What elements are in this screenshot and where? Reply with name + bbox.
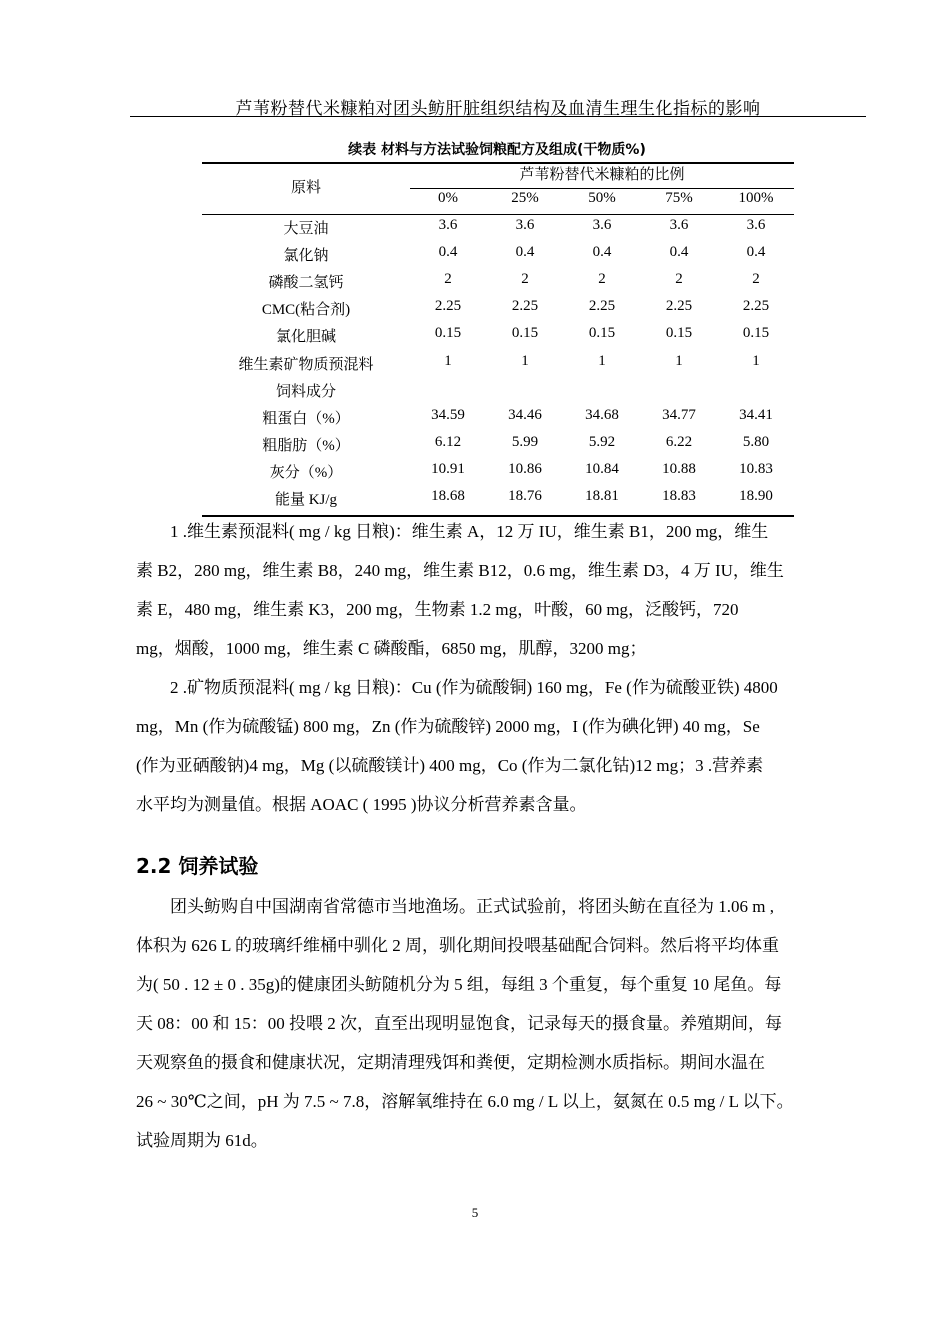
row-label: 饲料成分 <box>275 383 336 400</box>
body-line: 试验周期为 61d。 <box>136 1131 268 1150</box>
table-row <box>202 353 794 380</box>
table-cell: 1 <box>752 352 760 369</box>
table-cell: 2.25 <box>588 298 616 315</box>
table-cell: 3.6 <box>515 217 535 233</box>
table-cell: 6.12 <box>434 433 462 450</box>
body-line: 体积为 626 L 的玻璃纤维桶中驯化 2 周，驯化期间投喂基础配合饲料。然后将平均体重 <box>136 936 780 955</box>
body-line: 天 08：00 和 15：00 投喂 2 次，直至出现明显饱食，记录每天的摄食量。养殖期间，每 <box>136 1014 782 1033</box>
table-notes <box>136 512 866 824</box>
table-cell: 18.90 <box>739 488 773 504</box>
table-cell: 5.99 <box>511 433 539 450</box>
row-label: 灰分（%） <box>269 464 343 481</box>
row-label: 维生素矿物质预混料 <box>238 356 374 373</box>
table-cell: 34.41 <box>739 406 773 423</box>
table-group-rule <box>410 188 794 189</box>
table-cell: 0.4 <box>669 244 689 261</box>
table-cell: 18.68 <box>431 488 465 504</box>
page-number: 5 <box>471 1205 479 1220</box>
table-row <box>202 298 794 325</box>
table-row <box>202 407 794 434</box>
table-cell: 0.15 <box>434 325 462 342</box>
table-cell: 2 <box>675 271 683 288</box>
column-header: 0% <box>438 190 458 206</box>
table-cell: 34.68 <box>585 406 619 423</box>
table-header-rule <box>202 214 794 215</box>
table-row <box>202 461 794 488</box>
note-line: 素 E，480 mg，维生素 K3，200 mg，生物素 1.2 mg，叶酸，60 mg，泛酸钙，720 <box>136 600 739 619</box>
table-cell: 3.6 <box>592 217 612 233</box>
body-line: 为( 50 . 12 ± 0 . 35g)的健康团头鲂随机分为 5 组，每组 3 个重复，每个重复 10 尾鱼。每 <box>136 975 782 994</box>
table-cell: 3.6 <box>438 217 458 233</box>
table-cell: 0.15 <box>665 325 693 342</box>
table-cell: 1 <box>598 352 606 369</box>
table-cell: 0.4 <box>438 244 458 261</box>
note-line: mg，Mn (作为硫酸锰) 800 mg，Zn (作为硫酸锌) 2000 mg，I (作为碘化钾) 40 mg，Se <box>136 717 760 736</box>
body-line: 团头鲂购自中国湖南省常德市当地渔场。正式试验前，将团头鲂在直径为 1.06 m , <box>170 897 774 916</box>
table-cell: 10.84 <box>585 460 619 477</box>
table-row <box>202 434 794 461</box>
header-rule <box>130 116 866 117</box>
section-body <box>136 887 866 1160</box>
row-label: 大豆油 <box>283 221 329 237</box>
body-line: 天观察鱼的摄食和健康状况，定期清理残饵和粪便，定期检测水质指标。期间水温在 <box>136 1053 765 1072</box>
table-caption: 续表 材料与方法试验饲粮配方及组成(干物质%) <box>348 142 646 158</box>
note-line: mg，烟酸，1000 mg，维生素 C 磷酸酯，6850 mg，肌醇，3200 mg； <box>136 639 647 658</box>
table-cell: 3.6 <box>746 217 766 233</box>
table-cell: 3.6 <box>669 217 689 233</box>
table-cell: 34.59 <box>431 406 465 423</box>
note-line: 水平均为测量值。根据 AOAC ( 1995 )协议分析营养素含量。 <box>136 795 587 814</box>
table-row <box>202 271 794 298</box>
table-cell: 18.83 <box>662 488 696 504</box>
table-cell: 10.91 <box>431 460 465 477</box>
column-header: 100% <box>738 190 774 206</box>
row-label: 氯化钠 <box>283 248 329 265</box>
table-row <box>202 217 794 244</box>
note-line: 1 .维生素预混料( mg / kg 日粮)：维生素 A，12 万 IU，维生素 B1，200 mg，维生 <box>170 522 769 541</box>
column-header: 50% <box>588 190 616 206</box>
row-label: 能量 KJ/g <box>274 492 338 508</box>
table-cell: 6.22 <box>665 433 693 450</box>
column-header: 25% <box>511 190 539 206</box>
table-cell: 2 <box>521 271 529 288</box>
table-cell: 2 <box>444 271 452 288</box>
table-cell: 34.77 <box>662 406 696 423</box>
table-cell: 5.80 <box>742 433 770 450</box>
table-row <box>202 325 794 352</box>
table-cell: 10.83 <box>739 460 773 477</box>
table-cell: 0.15 <box>511 325 539 342</box>
table-cell: 0.15 <box>588 325 616 342</box>
row-label: 粗蛋白（%） <box>262 410 350 427</box>
row-label: 粗脂肪（%） <box>262 437 350 454</box>
table-cell: 1 <box>675 352 683 369</box>
table-cell: 0.4 <box>515 244 535 261</box>
table-cell: 2.25 <box>511 298 539 315</box>
table-group-header: 芦苇粉替代米糠粕的比例 <box>519 167 685 183</box>
body-line: 26 ~ 30℃之间，pH 为 7.5 ~ 7.8，溶解氧维持在 6.0 mg / L 以上，氨氮在 0.5 mg / L 以下。 <box>136 1092 794 1111</box>
table-cell: 5.92 <box>588 433 616 450</box>
table-cell: 1 <box>444 352 452 369</box>
table-row <box>202 244 794 271</box>
table-row-header: 原料 <box>290 180 321 196</box>
table-cell: 2.25 <box>434 298 462 315</box>
note-line: 2 .矿物质预混料( mg / kg 日粮)：Cu (作为硫酸铜) 160 mg，Fe (作为硫酸亚铁) 4800 <box>170 678 778 697</box>
table-cell: 0.4 <box>746 244 766 261</box>
table-row <box>202 380 794 407</box>
table-row <box>202 488 794 515</box>
row-label: CMC(粘合剂) <box>261 302 351 319</box>
running-header: 芦苇粉替代米糠粕对团头鲂肝脏组织结构及血清生理生化指标的影响 <box>235 99 761 118</box>
row-label: 磷酸二氢钙 <box>268 275 344 292</box>
table-cell: 18.76 <box>508 488 542 504</box>
note-line: (作为亚硒酸钠)4 mg，Mg (以硫酸镁计) 400 mg，Co (作为二氯化钴)12 mg；3 .营养素 <box>136 756 764 775</box>
note-line: 素 B2，280 mg，维生素 B8，240 mg，维生素 B12，0.6 mg，维生素 D3，4 万 IU，维生 <box>136 561 784 580</box>
table-cell: 10.88 <box>662 460 696 477</box>
table-cell: 1 <box>521 352 529 369</box>
table-cell: 2 <box>598 271 606 288</box>
table-cell: 0.4 <box>592 244 612 261</box>
table-cell: 0.15 <box>742 325 770 342</box>
table-cell: 34.46 <box>508 406 542 423</box>
table-cell: 10.86 <box>508 460 542 477</box>
row-label: 氯化胆碱 <box>275 329 336 346</box>
section-title: 2.2 饲养试验 <box>136 854 259 878</box>
column-header: 75% <box>665 190 693 206</box>
table-cell: 18.81 <box>585 488 619 504</box>
table-cell: 2.25 <box>742 298 770 315</box>
table-cell: 2 <box>752 271 760 288</box>
table-cell: 2.25 <box>665 298 693 315</box>
